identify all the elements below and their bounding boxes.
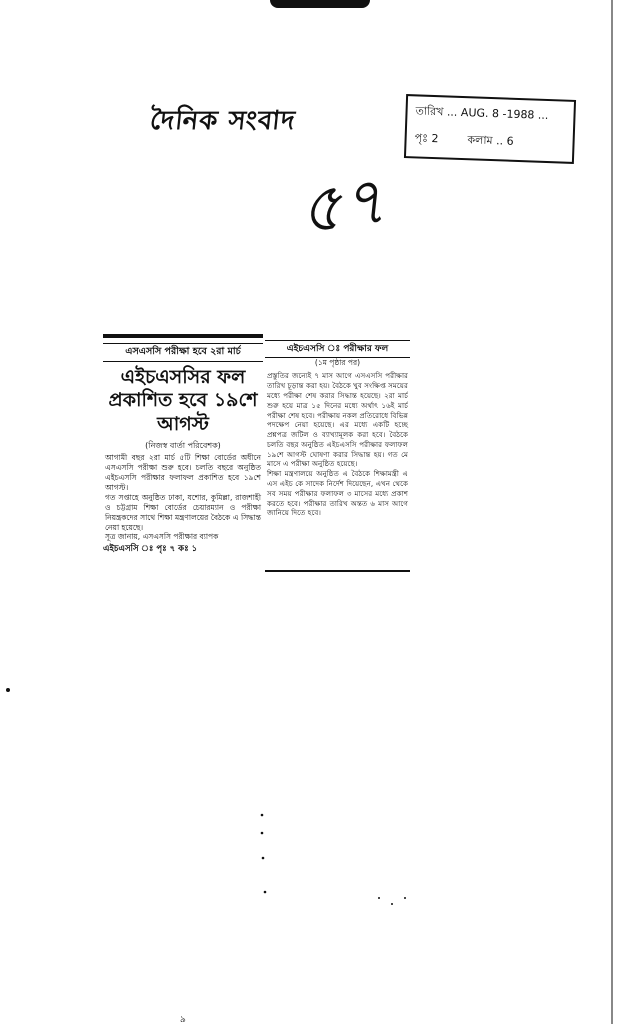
- headline: এইচএসসির ফল প্রকাশিত হবে ১৯শে আগস্ট: [108, 365, 258, 436]
- stamp-column-value: 6: [506, 134, 514, 148]
- stamp-date-value: AUG. 8 -1988: [460, 105, 535, 122]
- stamp-date-row: তারিখ ... AUG. 8 -1988 ...: [415, 104, 549, 123]
- stamp-page-label: পৃঃ: [414, 131, 429, 145]
- left-paragraph: আগামী বছর ২রা মার্চ ৫টি শিক্ষা বোর্ডের অধীনে এসএসসি পরীক্ষা শুরু হবে। চলতি বছরে অনুষ্ঠিত এইচএসসি পরীক্ষার ফলাফল প্রকাশিত হবে ১৯শে আগস্ট।: [105, 453, 261, 492]
- stamp-date-label: তারিখ: [415, 104, 444, 119]
- continued-from: (১ম পৃষ্ঠার পর): [314, 358, 361, 368]
- stamp-page-row: পৃঃ 2 কলাম .. 6: [414, 131, 514, 148]
- left-kicker: এসএসসি পরীক্ষা হবে ২রা মার্চ: [103, 343, 263, 362]
- footer-mark: ৯: [180, 1015, 186, 1025]
- continuation-line: এইচএসসি ঃ পৃঃ ৭ কঃ ১: [103, 544, 198, 555]
- handwritten-number: ৫৭: [294, 161, 391, 250]
- left-paragraph: গত সপ্তাহে অনুষ্ঠিত ঢাকা, যশোর, কুমিল্লা, রাজশাহী ও চট্টগ্রাম শিক্ষা বোর্ডের চেয়ারম্যান ও পরীক্ষা নিয়ন্ত্রকদের সাথে শিক্ষা মন্ত্রণালয়ের বৈঠকে এ সিদ্ধান্ত নেয়া হয়েছে।: [105, 492, 261, 532]
- byline: (নিজস্ব বার্তা পরিবেশক): [145, 440, 221, 450]
- right-paragraph: প্রস্তুতির জন্যেই ৭ মাস আগে এসএসসি পরীক্ষার তারিখ চূড়ান্ত করা হয়। বৈঠকে খুব সংক্ষিপ্ত সময়ের মধ্যে পরীক্ষা শেষ করার সিদ্ধান্ত হয়েছে। ২রা মার্চ শুরু হয়ে মাত্র ১৫ দিনের মধ্যে অর্থাৎ ১৬ই মার্চ পরীক্ষা শেষ হবে। পরীক্ষায় নকল প্রতিরোধে বিভিন্ন পদক্ষেপ নেয়া হয়েছে। এর মধ্যে একটি হচ্ছে প্রশ্নপত্র জটিল ও ব্যাখ্যামূলক করা হবে। বৈঠকে চলতি বছর অনুষ্ঠিত এইচএসসি পরীক্ষার ফলাফল ১৯শে আগস্ট ঘোষণা করার সিদ্ধান্ত হয়। গত মে মাসে এ পরীক্ষা অনুষ্ঠিত হয়েছে।: [267, 371, 408, 469]
- stamp-column-label: কলাম: [467, 133, 493, 148]
- stamp-page-value: 2: [431, 131, 439, 146]
- right-kicker: এইচএসসি ঃ পরীক্ষার ফল: [265, 340, 410, 358]
- right-paragraph: শিক্ষা মন্ত্রণালয়ে অনুষ্ঠিত এ বৈঠকে শিক্ষামন্ত্রী এ এস এইচ কে সাদেক নির্দেশ দিয়েছেন, এখন থেকে সব সময় পরীক্ষার ফলাফল ৩ মাসের মধ্যে প্রকাশ করতে হবে। পরীক্ষার তারিখ অন্তত ৬ মাস আগে জানিয়ে দিতে হবে।: [267, 469, 408, 518]
- newspaper-masthead: দৈনিক সংবাদ: [148, 106, 298, 136]
- left-paragraph: সূত্র জানায়, এসএসসি পরীক্ষার ব্যাপক: [105, 532, 219, 542]
